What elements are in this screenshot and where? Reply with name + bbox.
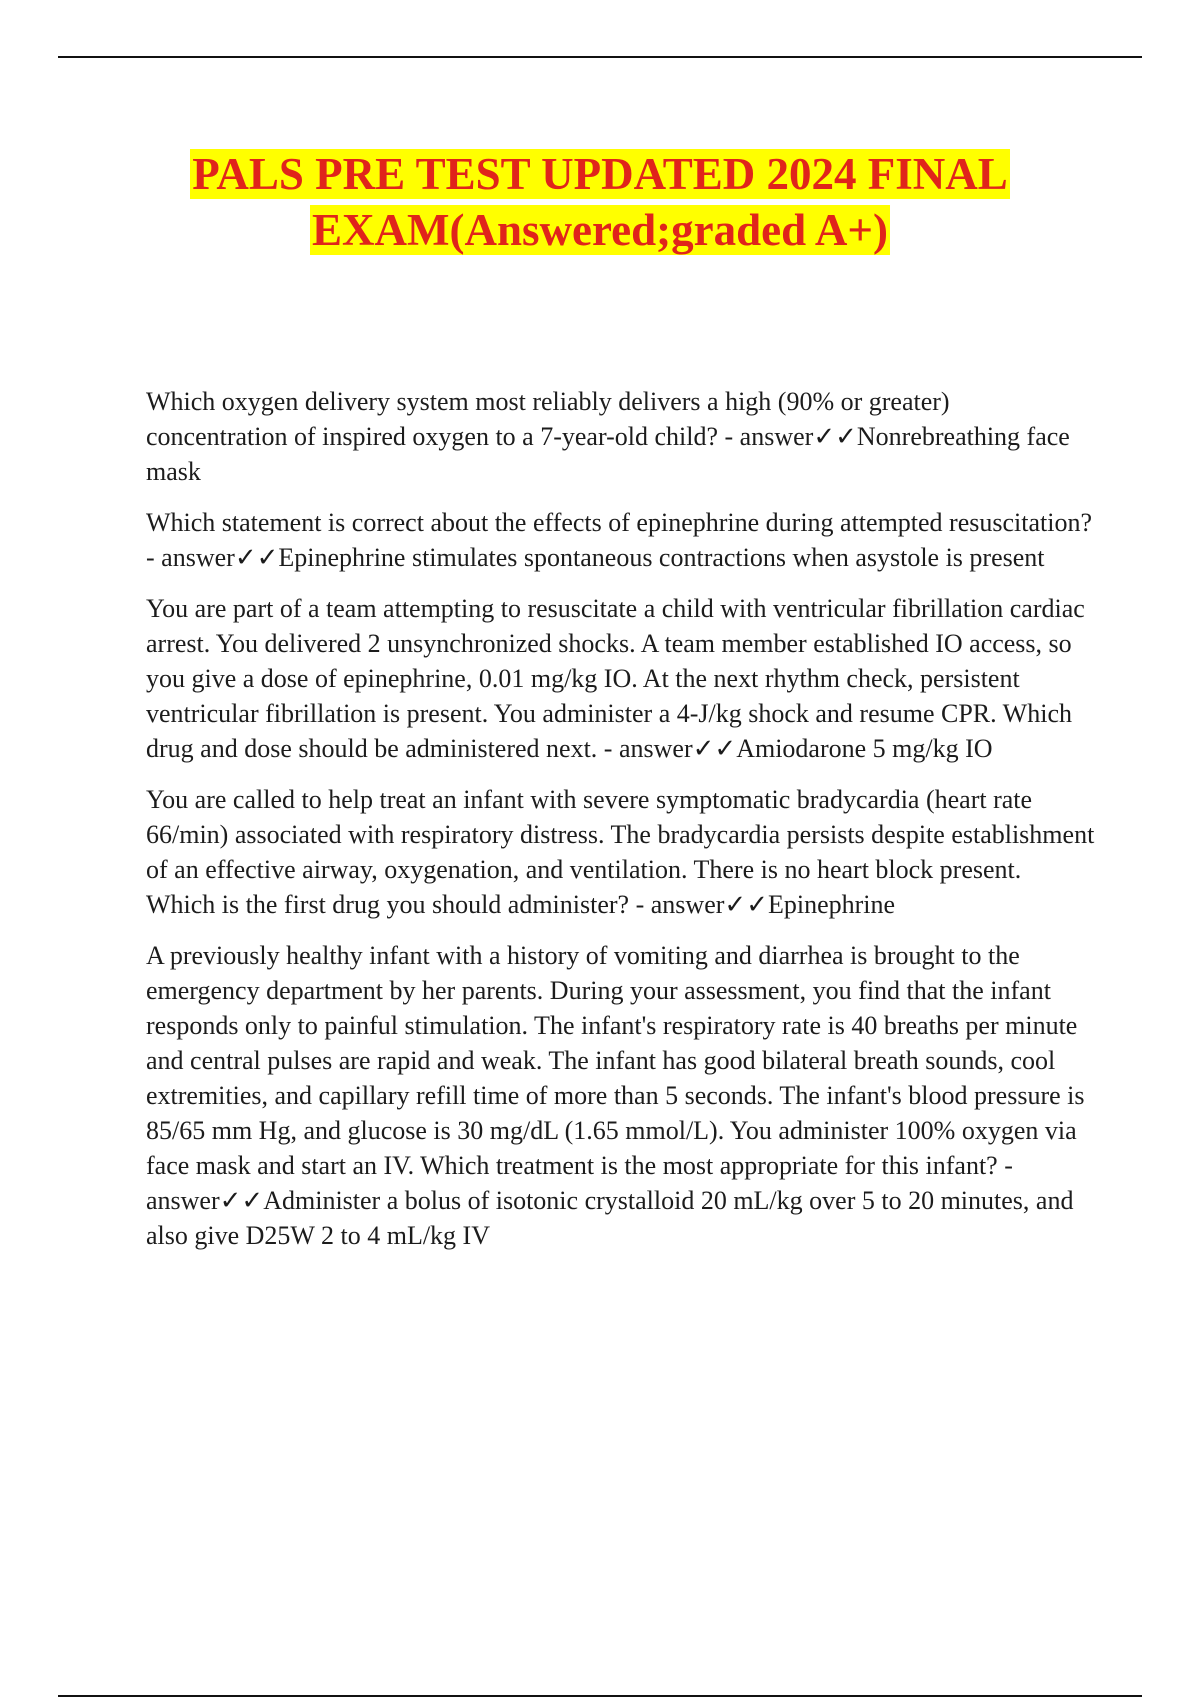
double-check-icon: ✓✓ [234,543,279,572]
answer-label: answer [650,890,725,919]
answer-text: Epinephrine [767,890,896,919]
separator: - [629,890,651,919]
footer-rule [58,1695,1142,1697]
double-check-icon: ✓✓ [724,890,768,919]
qa-item [146,782,1096,922]
qa-list [146,384,1096,1269]
title-line-2: EXAM(Answered;graded A+) [311,205,888,255]
answer-text: Nonrebreathing face mask [146,422,1070,486]
qa-item [146,505,1096,575]
document-title [0,146,1200,258]
double-check-icon: ✓✓ [813,422,857,451]
question-text: A previously healthy infant with a history of vomiting and diarrhea is brought to the emergency department by her parents. During your assessment, you find that the infant responds only to painful stimulation. The infant's respiratory rate is 40 breaths per minute and central pulses are rapid and weak. The infant has good bilateral breath sounds, cool extremities, and capillary refill time of more than 5 seconds. The infant's blood pressure is 85/65 mm Hg, and glucose is 30 mg/dL (1.65 mmol/L). You administer 100% oxygen via face mask and start an IV. Which treatment is the most appropriate for this infant? [146,941,1085,1180]
qa-item [146,384,1096,489]
separator: - [997,1151,1013,1180]
separator: - [597,734,619,763]
header-rule [58,56,1142,58]
separator: - [718,422,740,451]
question-text: Which oxygen delivery system most reliably delivers a high (90% or greater) concentration of inspired oxygen to a 7-year-old child? [146,387,950,451]
qa-item [146,938,1096,1253]
answer-label: answer [146,1186,220,1215]
answer-label: answer [618,734,693,763]
question-text: Which statement is correct about the effects of epinephrine during attempted resuscitation? [146,508,1093,537]
double-check-icon: ✓✓ [692,734,737,763]
title-line-1: PALS PRE TEST UPDATED 2024 FINAL [192,149,1008,199]
separator: - [146,543,162,572]
answer-text: Epinephrine stimulates spontaneous contractions when asystole is present [278,543,1045,572]
double-check-icon: ✓✓ [219,1186,264,1215]
answer-text: Amiodarone 5 mg/kg IO [736,734,993,763]
answer-label: answer [739,422,814,451]
question-text: You are part of a team attempting to resuscitate a child with ventricular fibrillation cardiac arrest. You delivered 2 unsynchronized shocks. A team member established IO access, so you give a dose of epinephrine, 0.01 mg/kg IO. At the next rhythm check, persistent ventricular fibrillation is present. You administer a 4-J/kg shock and resume CPR. Which drug and dose should be administered next. [146,594,1085,763]
answer-label: answer [161,543,235,572]
answer-text: Administer a bolus of isotonic crystalloid 20 mL/kg over 5 to 20 minutes, and also give D25W 2 to 4 mL/kg IV [146,1186,1074,1250]
qa-item [146,591,1096,766]
question-text: You are called to help treat an infant with severe symptomatic bradycardia (heart rate 66/min) associated with respiratory distress. The bradycardia persists despite establishment of an effective airway, oxygenation, and ventilation. There is no heart block present. Which is the first drug you should administer? [146,785,1095,919]
